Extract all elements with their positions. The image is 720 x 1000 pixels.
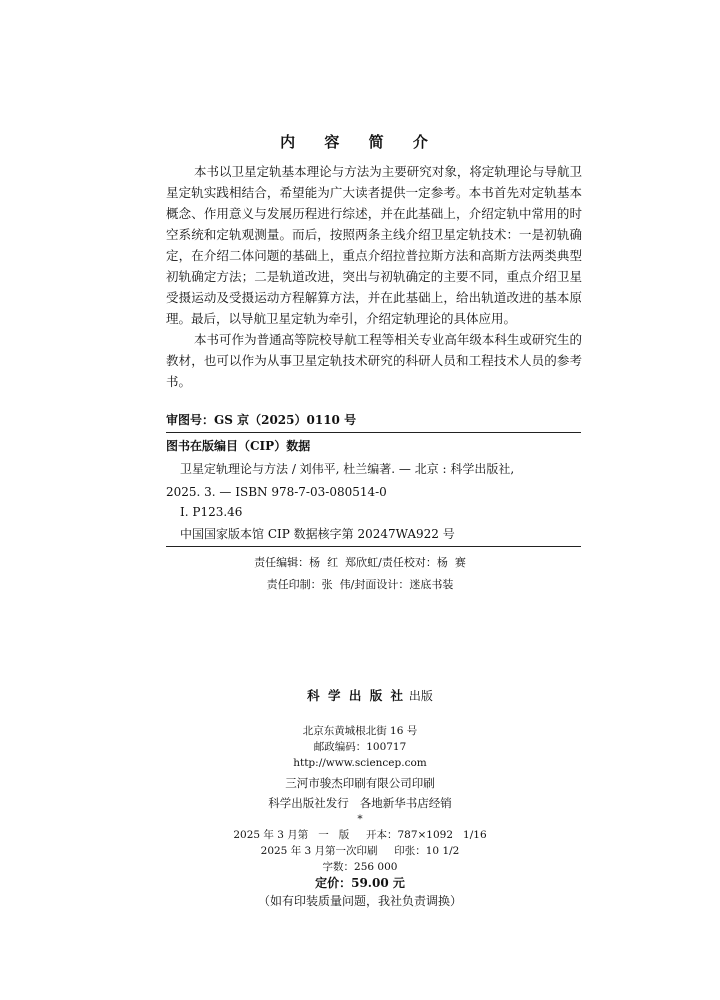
separator-star: * bbox=[357, 813, 363, 825]
print-credits: 责任印制：张 伟/封面设计：迷底书装 bbox=[266, 578, 454, 591]
publisher-website: http://www.sciencep.com bbox=[293, 757, 427, 769]
summary-title: 内 容 简 介 bbox=[280, 133, 440, 151]
publisher-postcode: 邮政编码：100717 bbox=[313, 741, 407, 753]
cip-line-isbn: 2025. 3. — ISBN 978-7-03-080514-0 bbox=[166, 485, 387, 499]
summary-paragraph-1: 本书以卫星定轨基本理论与方法为主要研究对象，将定轨理论与导航卫星定轨实践相结合，希望能为广大读者提供一定参考。本书首先对定轨基本概念、作用意义与发展历程进行综述，并在此基础上，介绍定轨中常用的时空系统和定轨观测量。而后，按照两条主线介绍卫星定轨技术：一是初轨确定，在介绍二体问题的基础上，重点介绍拉普拉斯方法和高斯方法两类典型初轨确定方法；二是轨道改进，突出与初轨确定的主要不同，重点介绍卫星受摄运动及受摄运动方程解算方法，并在此基础上，给出轨道改进的基本原理。最后，以导航卫星定轨为牵引，介绍定轨理论的具体应用。 bbox=[166, 164, 582, 326]
cip-line-record-number: 中国国家版本馆 CIP 数据核字第 20247WA922 号 bbox=[180, 527, 455, 541]
publisher-block bbox=[0, 672, 720, 909]
cip-line-title: 卫星定轨理论与方法 / 刘伟平, 杜兰编著. — 北京 : 科学出版社, bbox=[180, 462, 515, 476]
cip-bottom-rule bbox=[166, 546, 581, 547]
edition-info: 2025 年 3 月第 一 版 开本：787×1092 1/16 bbox=[233, 829, 487, 841]
quality-notice: （如有印装质量问题，我社负责调换） bbox=[257, 894, 462, 908]
price: 定价：59.00 元 bbox=[315, 876, 405, 890]
printer: 三河市骏杰印刷有限公司印刷 bbox=[285, 776, 435, 790]
publisher-name: 科 学 出 版 社 bbox=[307, 688, 406, 703]
publisher-line bbox=[0, 672, 720, 721]
summary-paragraph-2: 本书可作为普通高等院校导航工程等相关专业高年级本科生或研究生的教材，也可以作为从事卫星定轨技术研究的科研人员和工程技术人员的参考书。 bbox=[166, 332, 582, 389]
printing-info: 2025 年 3 月第一次印刷 印张：10 1/2 bbox=[260, 845, 460, 857]
word-count: 字数：256 000 bbox=[322, 861, 398, 873]
cip-heading: 图书在版编目（CIP）数据 bbox=[166, 439, 311, 453]
distribution: 科学出版社发行 各地新华书店经销 bbox=[268, 796, 452, 810]
map-review-number: 审图号：GS 京（2025）0110 号 bbox=[166, 413, 357, 427]
publisher-address: 北京东黄城根北街 16 号 bbox=[302, 725, 418, 737]
summary-body bbox=[166, 161, 582, 392]
cip-line-classification: Ⅰ. P123.46 bbox=[180, 505, 243, 519]
editor-credits: 责任编辑：杨 红 郑欣虹/责任校对：杨 赛 bbox=[254, 556, 466, 569]
publisher-suffix: 出版 bbox=[405, 689, 433, 703]
cip-top-rule bbox=[166, 432, 581, 433]
